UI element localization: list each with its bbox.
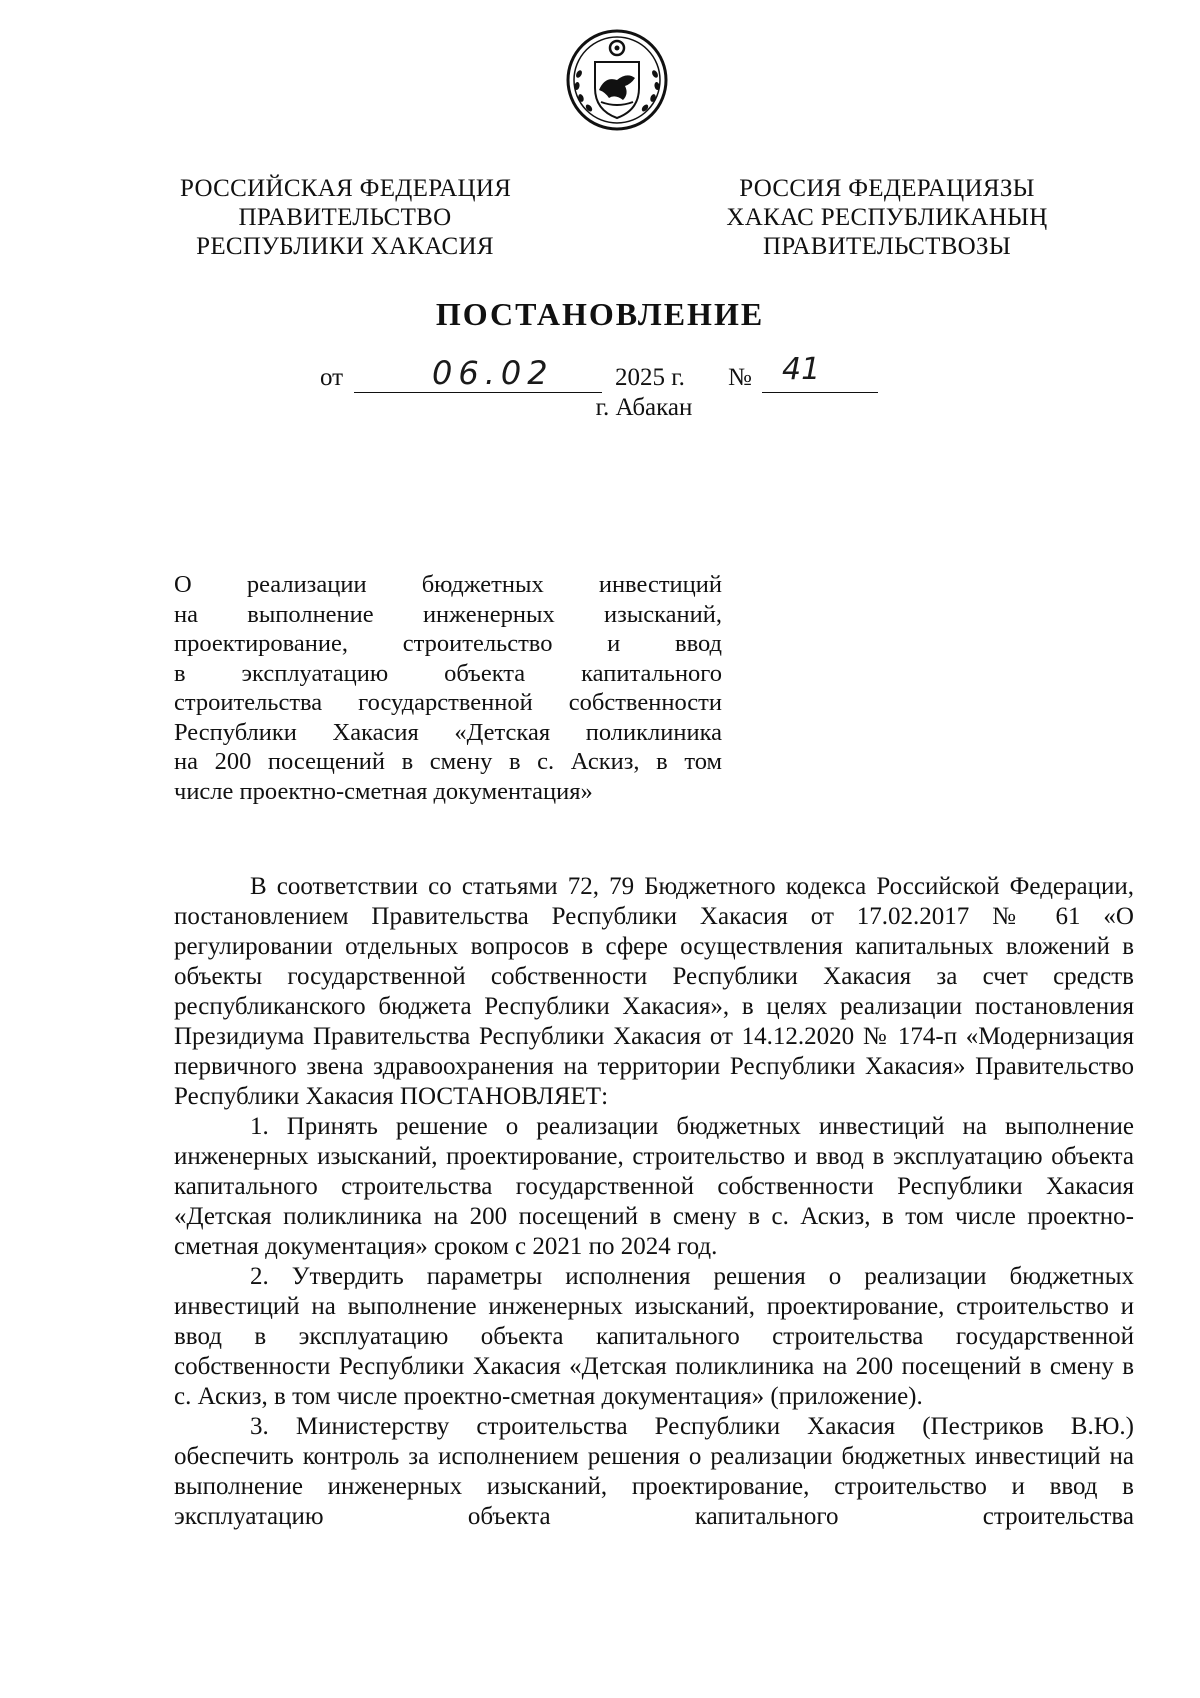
header-left-line: РЕСПУБЛИКИ ХАКАСИЯ <box>196 233 494 260</box>
subject-line: строительства государственной собственности <box>174 689 722 716</box>
number-underline <box>762 392 878 393</box>
body-paragraph: 2. Утвердить параметры исполнения решения о реализации бюджетных инвестиций на выполнение инженерных изысканий, проектирование, строительство и ввод в эксплуатацию объекта капитального строительства государственной собственности Республики Хакасия «Детская поликлиника на 200 посещений в смену в с. Аскиз, в том числе проектно-сметная документация» (приложение). <box>174 1263 1134 1410</box>
handwritten-date: 06.02 <box>432 354 554 392</box>
subject-line: Республики Хакасия «Детская поликлиника <box>174 718 722 746</box>
document-title: ПОСТАНОВЛЕНИЕ <box>435 296 765 332</box>
subject-line: на выполнение инженерных изысканий, <box>174 600 722 628</box>
header-left-line: ПРАВИТЕЛЬСТВО <box>238 204 452 231</box>
subject-line: на 200 посещений в смену в с. Аскиз, в том <box>174 748 722 775</box>
subject-block <box>174 570 722 806</box>
body-paragraph: 3. Министерству строительства Республики Хакасия (Пестриков В.Ю.) обеспечить контроль за исполнением решения о реализации бюджетных инвестиций на выполнение инженерных изысканий, проектирование, строительство и ввод в эксплуатацию объекта капитального строительства <box>174 1413 1134 1530</box>
header-right-block <box>722 174 1052 261</box>
header-right-line: РОССИЯ ФЕДЕРАЦИЯЗЫ <box>739 175 1035 202</box>
header-right-line: ПРАВИТЕЛЬСТВОЗЫ <box>763 233 1011 260</box>
subject-line: числе проектно-сметная документация» <box>174 777 593 805</box>
handwritten-number: 41 <box>782 352 821 387</box>
subject-line: проектирование, строительство и ввод <box>174 630 722 657</box>
header-left-block <box>180 174 510 261</box>
subject-line: в эксплуатацию объекта капитального <box>174 659 722 687</box>
city-label: г. Абакан <box>595 394 693 421</box>
number-label: № <box>728 364 752 391</box>
body-paragraph: В соответствии со статьями 72, 79 Бюджетного кодекса Российской Федерации, постановлением Правительства Республики Хакасия от 17.02.2017 № 61 «О регулировании отдельных вопросов в сфере осуществления капитальных вложений в объекты государственной собственности Республики Хакасия за счет средств республиканского бюджета Республики Хакасия», в целях реализации постановления Президиума Правительства Республики Хакасия от 14.12.2020 № 174-п «Модернизация первичного звена здравоохранения на территории Республики Хакасия» Правительство Республики Хакасия ПОСТАНОВЛЯЕТ: <box>174 873 1134 1110</box>
year-label: 2025 г. <box>615 364 685 391</box>
subject-line: О реализации бюджетных инвестиций <box>174 571 722 598</box>
header-left-line: РОССИЙСКАЯ ФЕДЕРАЦИЯ <box>180 175 512 202</box>
body-paragraph: 1. Принять решение о реализации бюджетных инвестиций на выполнение инженерных изысканий, проектирование, строительство и ввод в эксплуатацию объекта капитального строительства государственной собственности Республики Хакасия «Детская поликлиника на 200 посещений в смену в с. Аскиз, в том числе проектно-сметная документация» сроком с 2021 по 2024 год. <box>174 1113 1134 1260</box>
from-label: от <box>320 364 344 391</box>
header-right-line: ХАКАС РЕСПУБЛИКАНЫҢ <box>726 204 1048 231</box>
date-underline <box>354 392 602 393</box>
date-number-line <box>320 352 940 398</box>
coat-of-arms-icon <box>565 28 669 132</box>
document-body <box>174 872 1134 1532</box>
